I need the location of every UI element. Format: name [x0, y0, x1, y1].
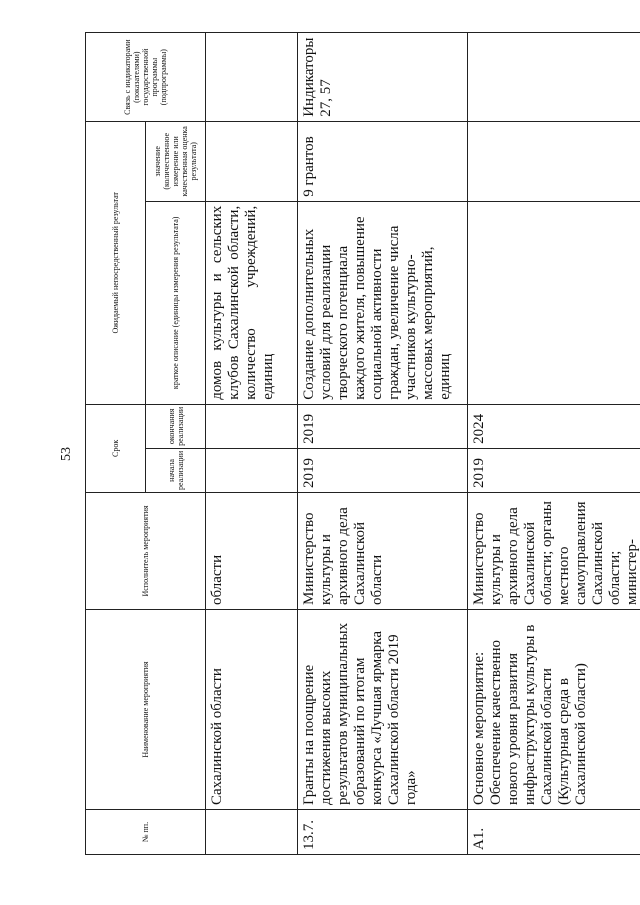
row-begin — [206, 448, 298, 492]
table-row — [298, 33, 468, 855]
row-desc: домов культуры и сельских клубов Сахалинской области, количество учреждений, единиц — [206, 201, 298, 404]
row-name: Гранты на поощрение достижения высоких результатов муниципальных образований по итогам конкурса «Лучшая ярмарка Сахалинской области 2019 года» — [298, 610, 468, 810]
table-row — [206, 33, 298, 855]
header-executor: Исполнитель мероприятия — [86, 493, 206, 610]
header-value: значение (количественное измерение или качественная оценка результата) — [146, 121, 206, 201]
header-term: Срок — [86, 404, 146, 492]
page-number: 53 — [59, 447, 74, 461]
row-link — [206, 33, 298, 121]
header-term-begin: начала реализации — [146, 448, 206, 492]
row-link: Индикаторы 27, 57 — [298, 33, 468, 121]
row-executor: области — [206, 493, 298, 610]
row-executor: Министерство культуры и архивного дела Сахалинской области; органы местного самоуправления Сахалинской области; министер- — [468, 493, 640, 610]
row-end: 2019 — [298, 404, 468, 448]
row-end — [206, 404, 298, 448]
row-begin: 2019 — [468, 448, 640, 492]
row-value — [468, 121, 640, 201]
row-end: 2024 — [468, 404, 640, 448]
header-no: № пп. — [86, 810, 206, 855]
header-term-end: окончания реализации — [146, 404, 206, 448]
row-executor: Министерство культуры и архивного дела Сахалинской области — [298, 493, 468, 610]
row-begin: 2019 — [298, 448, 468, 492]
row-desc — [468, 201, 640, 404]
header-name: Наименование мероприятия — [86, 610, 206, 810]
header-desc: краткое описание (единицы измерения результата) — [146, 201, 206, 404]
row-name: Сахалинской области — [206, 610, 298, 810]
header-link: Связь с индикаторами (показателями) государственной программы (подпрограммы) — [86, 33, 206, 121]
row-name: Основное мероприятие: Обеспечение качественно нового уровня развития инфраструктуры культуры в Сахалинской области (Культурная среда в Сахалинской области) — [468, 610, 640, 810]
header-expected: Ожидаемый непосредственный результат — [86, 121, 146, 404]
row-no: А1. — [468, 810, 640, 855]
row-no — [206, 810, 298, 855]
row-no: 13.7. — [298, 810, 468, 855]
row-link — [468, 33, 640, 121]
row-value: 9 грантов — [298, 121, 468, 201]
table-row — [468, 33, 640, 855]
activities-table — [85, 33, 640, 856]
row-desc: Создание дополнительных условий для реализации творческого потенциала каждого жителя, повышение социальной активности граждан, увеличение числа участников культурно-массовых мероприятий, единиц — [298, 201, 468, 404]
row-value — [206, 121, 298, 201]
